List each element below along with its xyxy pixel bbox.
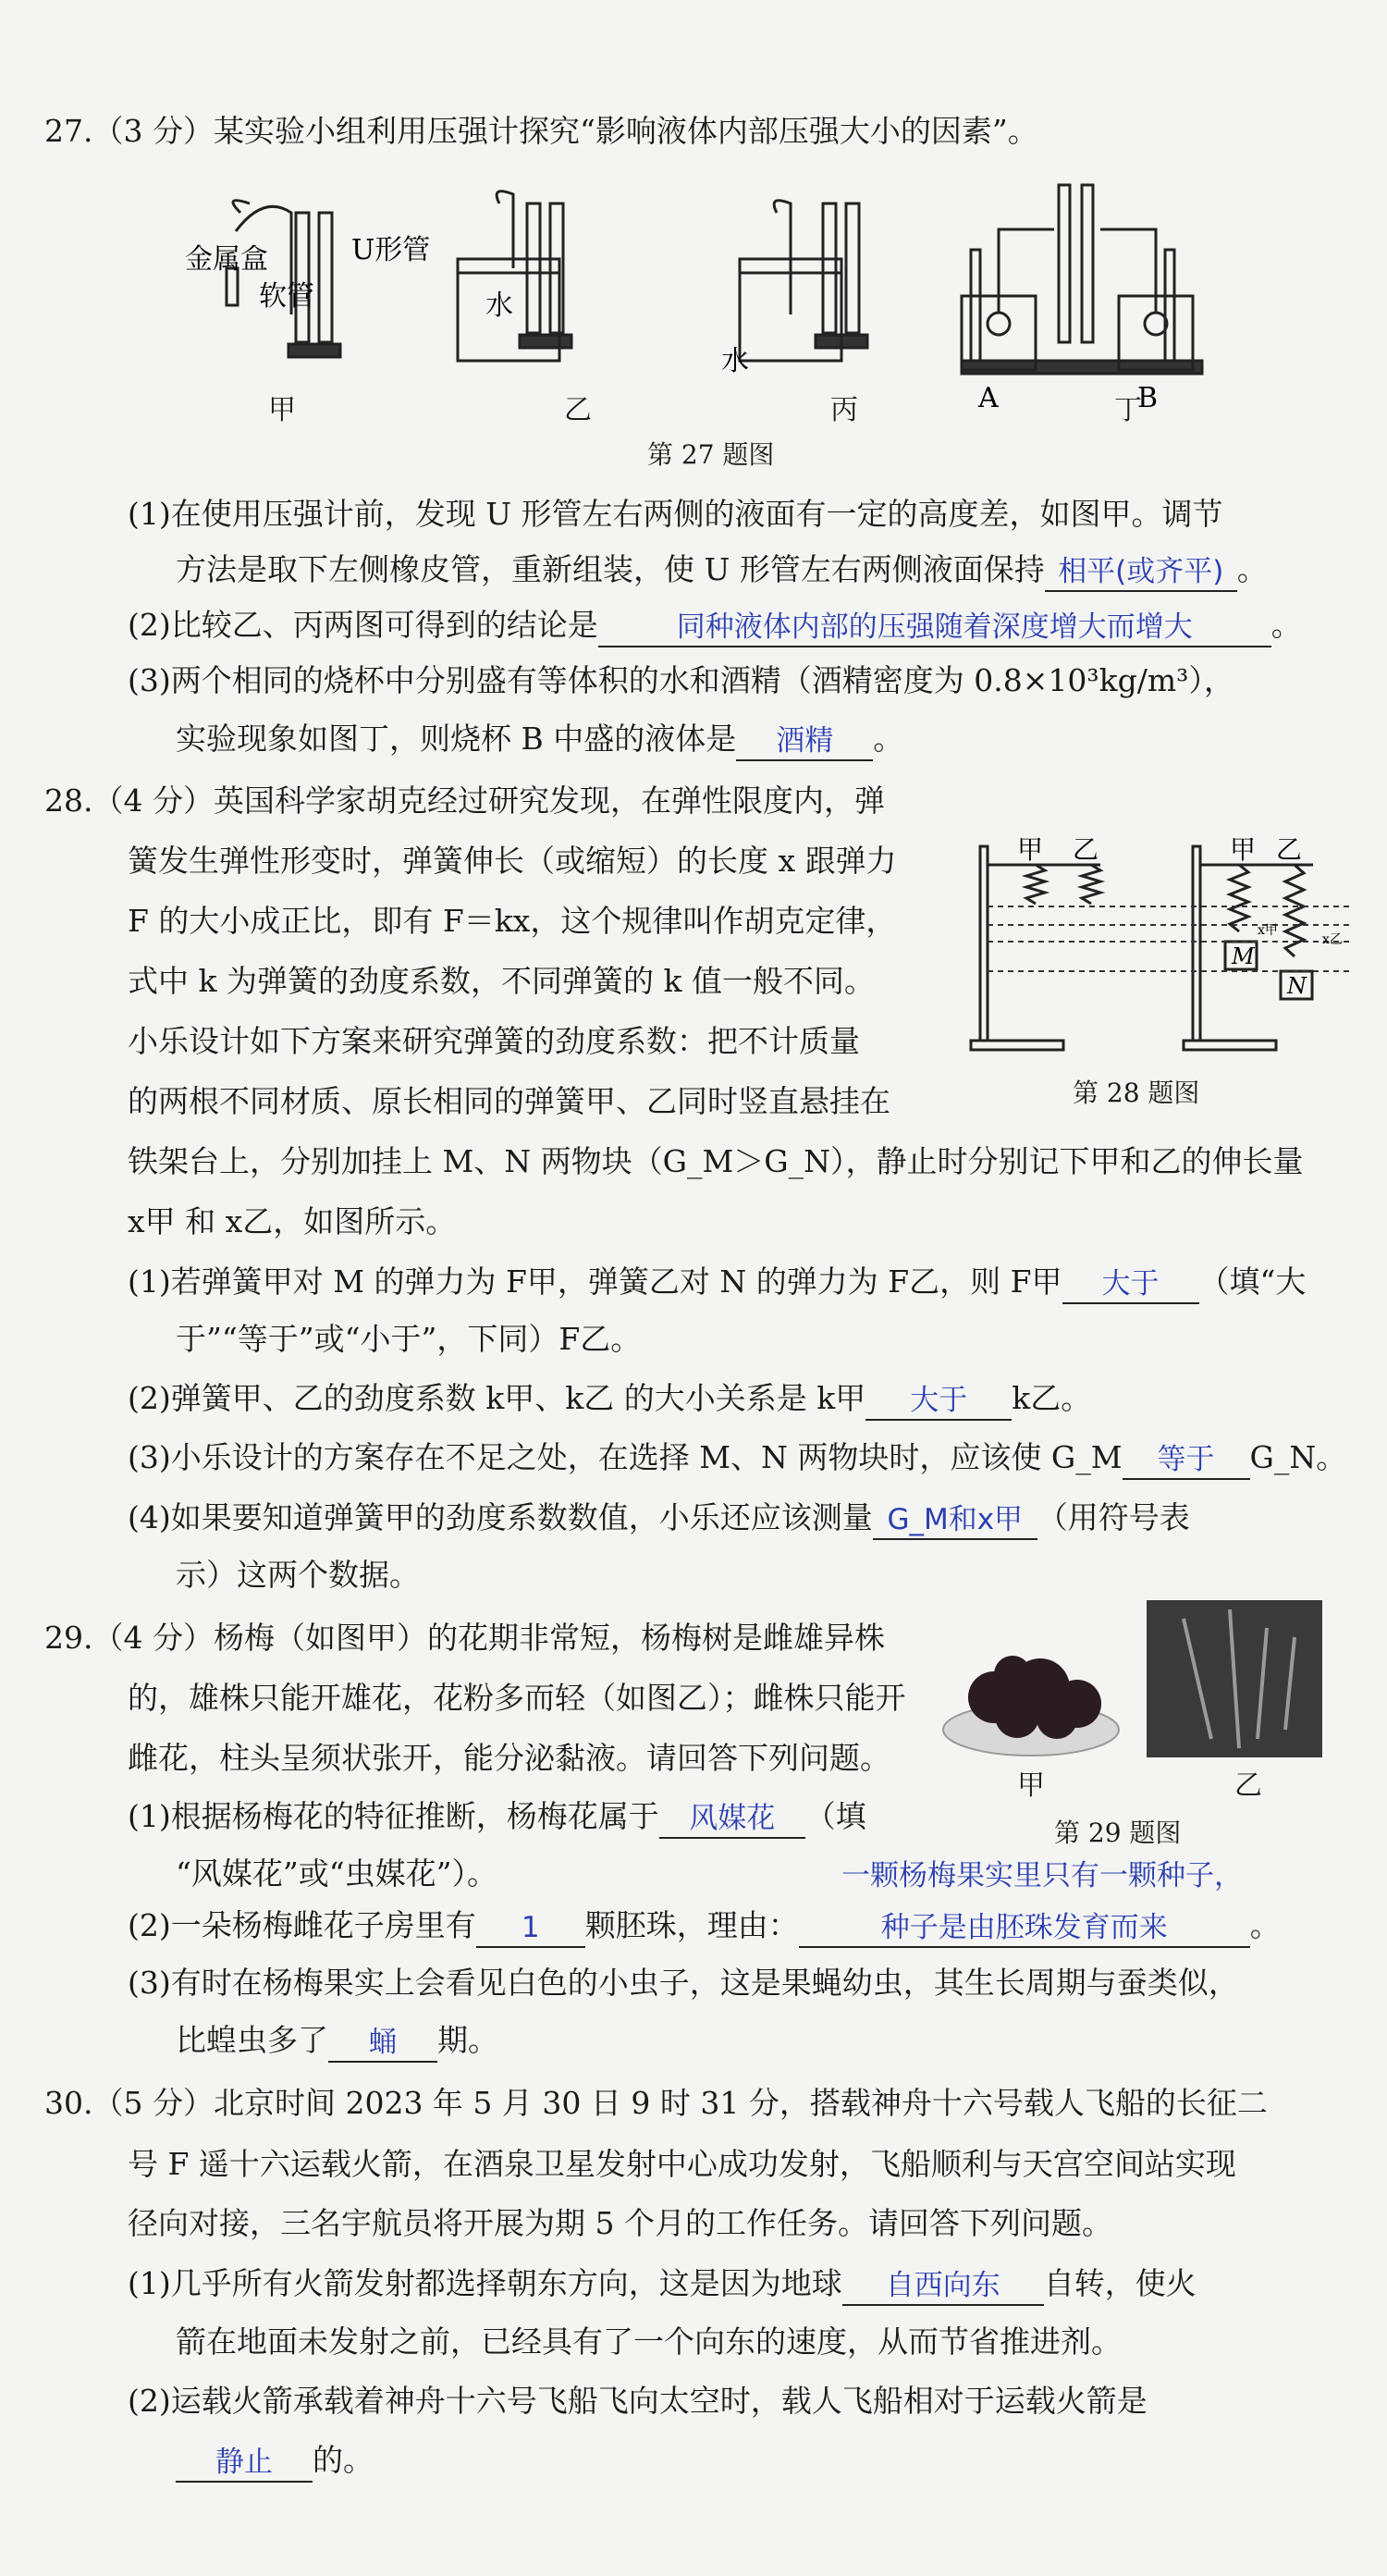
q30-p1-b: 自转，使火 [1043, 2265, 1197, 2301]
q29-p2-line [128, 1904, 1281, 1948]
q27-p3-b-line [176, 717, 903, 761]
q29-p3-b-line [176, 2018, 498, 2063]
q29-l3: 雌花，柱头呈须状张开，能分泌黏液。请回答下列问题。 [128, 1740, 890, 1776]
q28-l6: 的两根不同材质、原长相同的弹簧甲、乙同时竖直悬挂在 [128, 1083, 890, 1119]
q29-p2-end: 。 [1249, 1907, 1281, 1943]
label-shui: 水 [485, 290, 513, 322]
q29-p3-b: 比蝗虫多了 [176, 2022, 328, 2058]
q28-p1-c: 于”“等于”或“小于”，下同）F乙。 [176, 1321, 642, 1357]
q28-p1-b: （填“大 [1198, 1263, 1307, 1300]
q29-p2-a: (2)一朵杨梅雌花子房里有 [128, 1907, 476, 1943]
q27-stem: 27.（3 分）某实验小组利用压强计探究“影响液体内部压强大小的因素”。 [44, 113, 1038, 149]
q28-p4-line [128, 1496, 1190, 1540]
fig28-label-n: N [1287, 973, 1307, 999]
fig29-yi: 乙 [1234, 1769, 1262, 1802]
q27-figure [185, 176, 1230, 435]
q28-p1-answer: 大于 [1062, 1265, 1199, 1304]
q27-p2-end: 。 [1270, 607, 1302, 643]
q28-l2: 簧发生弹性形变时，弹簧伸长（或缩短）的长度 x 跟弹力 [128, 843, 897, 879]
q29-l1: 29.（4 分）杨梅（如图甲）的花期非常短，杨梅树是雌雄异株 [44, 1620, 885, 1656]
q28-p4-c: 示）这两个数据。 [176, 1557, 420, 1593]
fig29-jia: 甲 [1017, 1769, 1045, 1802]
q28-p2-b: k乙。 [1012, 1380, 1092, 1416]
q29-photo-bayberry [939, 1619, 1123, 1757]
q29-l2: 的，雄株只能开雄花，花粉多而轻（如图乙）；雌株只能开 [128, 1680, 906, 1716]
q27-p1-a: (1)在使用压强计前，发现 U 形管左右两侧的液面有一定的高度差，如图甲。调节 [128, 496, 1223, 532]
q30-p1-c: 箭在地面未发射之前，已经具有了一个向东的速度，从而节省推进剂。 [176, 2323, 1122, 2360]
q30-p2-b-line [176, 2438, 374, 2483]
q29-p2-answer: 1 [476, 1909, 585, 1948]
q28-p3-b: G_N。 [1249, 1439, 1347, 1475]
q27-p2-answer: 同种液体内部的压强随着深度增大而增大 [598, 609, 1271, 647]
label-shui-bing: 水 [721, 345, 749, 377]
q28-l4: 式中 k 为弹簧的劲度系数，不同弹簧的 k 值一般不同。 [128, 963, 875, 999]
q29-p1-b: （填 [804, 1798, 866, 1834]
fig28-label-yi-1: 乙 [1073, 834, 1099, 865]
q30-p1-answer: 自西向东 [842, 2267, 1044, 2306]
fig27-caption: 第 27 题图 [647, 439, 775, 470]
q28-l1: 28.（4 分）英国科学家胡克经过研究发现，在弹性限度内，弹 [44, 783, 885, 819]
q29-p1-line [128, 1794, 866, 1839]
q27-p1-end: 。 [1236, 551, 1268, 587]
q28-l5: 小乐设计如下方案来研究弹簧的劲度系数：把不计质量 [128, 1023, 860, 1059]
fig27-ding: 丁 [1114, 394, 1142, 426]
q28-p2-a: (2)弹簧甲、乙的劲度系数 k甲、k乙 的大小关系是 k甲 [128, 1380, 866, 1416]
q27-p3-end: 。 [873, 721, 904, 757]
fig28-label-jia-2: 甲 [1230, 834, 1257, 865]
q29-p3-a: (3)有时在杨梅果实上会看见白色的小虫子，这是果蝇幼虫，其生长周期与蚕类似， [128, 1965, 1239, 2001]
q28-p2-line [128, 1376, 1091, 1421]
q27-p1-b: 方法是取下左侧橡皮管，重新组装，使 U 形管左右两侧液面保持 [176, 551, 1045, 587]
fig28-label-m: M [1232, 943, 1255, 969]
q30-p2-b: 的。 [313, 2442, 374, 2478]
q29-p2-b: 颗胚珠，理由： [584, 1907, 799, 1943]
fig27-bing: 丙 [830, 394, 858, 426]
q27-p1-answer: 相平(或齐平) [1045, 553, 1237, 592]
fig27-jia: 甲 [268, 394, 296, 426]
q28-p4-b: （用符号表 [1037, 1499, 1190, 1535]
fig27-yi: 乙 [564, 394, 592, 426]
q29-p1-a: (1)根据杨梅花的特征推断，杨梅花属于 [128, 1798, 659, 1834]
q28-p1-a: (1)若弹簧甲对 M 的弹力为 F甲，弹簧乙对 N 的弹力为 F乙，则 F甲 [128, 1263, 1062, 1300]
q29-p3-answer: 蛹 [328, 2024, 437, 2063]
q30-p1-line [128, 2262, 1197, 2306]
fig28-label-xy: x乙 [1322, 932, 1343, 947]
q28-l8: x甲 和 x乙，如图所示。 [128, 1203, 457, 1239]
q27-p2-line [128, 603, 1302, 647]
q28-p3-line [128, 1436, 1346, 1480]
q28-p3-a: (3)小乐设计的方案存在不足之处，在选择 M、N 两物块时，应该使 G_M [128, 1439, 1123, 1475]
q28-figure [962, 832, 1350, 1054]
label-jinshuhe: 金属盒 [185, 243, 268, 276]
q29-p2-answer2: 种子是由胚珠发育而来 [799, 1909, 1250, 1948]
fig28-caption: 第 28 题图 [1073, 1078, 1200, 1108]
q29-p1-answer: 风媒花 [659, 1800, 805, 1839]
label-a: A [978, 382, 999, 414]
q28-p2-answer: 大于 [865, 1382, 1012, 1421]
q30-l2: 号 F 遥十六运载火箭，在酒泉卫星发射中心成功发射，飞船顺利与天宫空间站实现 [128, 2146, 1236, 2182]
q27-p3-answer: 酒精 [736, 722, 873, 761]
q28-p1-line [128, 1260, 1306, 1304]
q30-p2-a: (2)运载火箭承载着神舟十六号飞船飞向太空时，载人飞船相对于运载火箭是 [128, 2383, 1148, 2419]
q29-photo-flower [1147, 1600, 1322, 1757]
q27-p3-b: 实验现象如图丁，则烧杯 B 中盛的液体是 [176, 721, 737, 757]
q28-l7: 铁架台上，分别加挂上 M、N 两物块（G_M＞G_N），静止时分别记下甲和乙的伸长量 [128, 1143, 1304, 1179]
q27-p1-b-line [176, 548, 1268, 592]
label-b: B [1137, 382, 1159, 414]
fig28-label-jia-1: 甲 [1017, 834, 1044, 865]
q28-l3: F 的大小成正比，即有 F＝kx，这个规律叫作胡克定律， [128, 903, 897, 939]
q28-p4-a: (4)如果要知道弹簧甲的劲度系数数值，小乐还应该测量 [128, 1499, 873, 1535]
fig28-label-yi-2: 乙 [1276, 834, 1303, 865]
q27-p3-a: (3)两个相同的烧杯中分别盛有等体积的水和酒精（酒精密度为 0.8×10³kg/m³）， [128, 662, 1234, 698]
q29-p2-note: 一颗杨梅果实里只有一颗种子， [841, 1859, 1243, 1892]
q28-p4-answer: G_M和x甲 [873, 1501, 1037, 1540]
q29-p1-c: “风媒花”或“虫媒花”）。 [176, 1855, 497, 1892]
q30-l1: 30.（5 分）北京时间 2023 年 5 月 30 日 9 时 31 分，搭载神舟十六号载人飞船的长征二 [44, 2085, 1268, 2121]
q27-p2: (2)比较乙、丙两图可得到的结论是 [128, 607, 598, 643]
q30-p1-a: (1)几乎所有火箭发射都选择朝东方向，这是因为地球 [128, 2265, 842, 2301]
q30-l3: 径向对接，三名宇航员将开展为期 5 个月的工作任务。请回答下列问题。 [128, 2205, 1112, 2241]
fig29-caption: 第 29 题图 [1054, 1818, 1182, 1848]
q29-p3-c: 期。 [437, 2022, 498, 2058]
fig28-label-xj: x甲 [1258, 923, 1278, 938]
label-uxingguan: U形管 [351, 234, 431, 266]
q28-p3-answer: 等于 [1123, 1441, 1250, 1480]
q30-p2-answer: 静止 [176, 2444, 313, 2483]
label-ruanguan: 软管 [259, 280, 314, 313]
